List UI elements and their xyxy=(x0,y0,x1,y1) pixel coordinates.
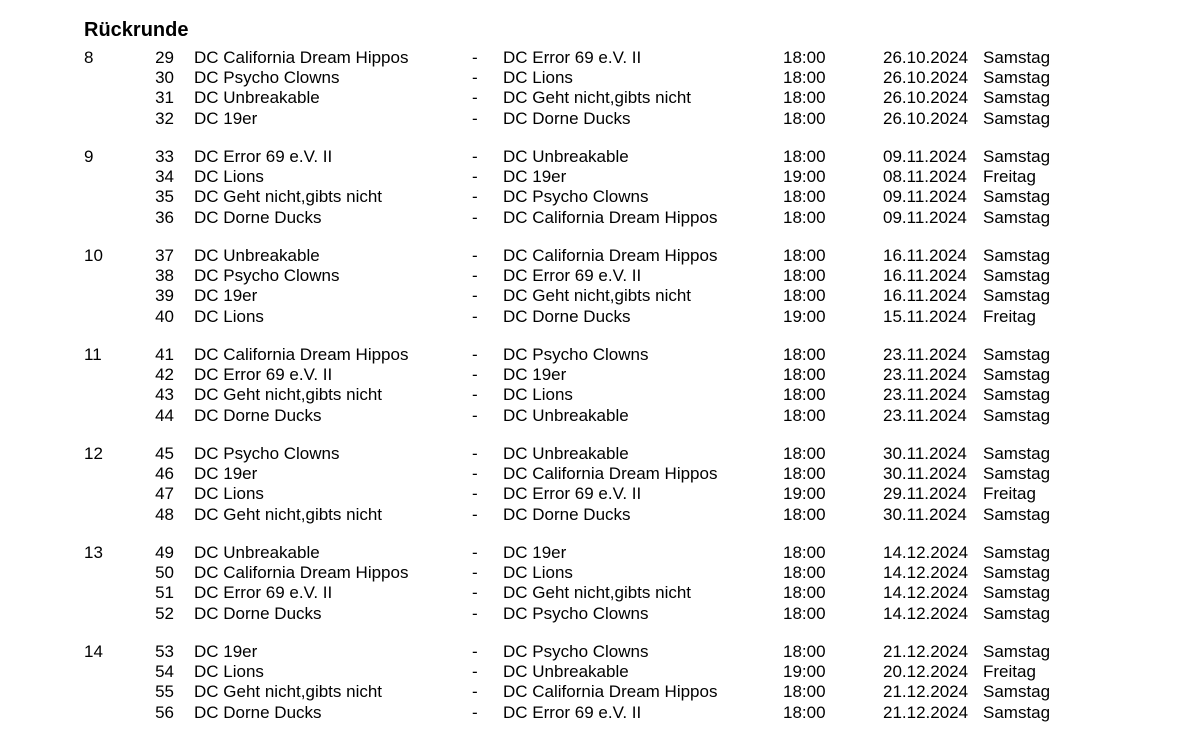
separator: - xyxy=(472,345,478,364)
match-weekday: Samstag xyxy=(983,365,1051,385)
away-team: DC California Dream Hippos xyxy=(503,246,718,265)
match-number: 41 xyxy=(155,345,174,364)
away-team: DC Psycho Clowns xyxy=(503,642,649,661)
match-date: 09.11.2024 xyxy=(883,147,967,166)
match-number: 52 xyxy=(155,603,174,623)
home-team: DC 19er xyxy=(194,642,258,661)
separator: - xyxy=(472,504,478,524)
separator: - xyxy=(472,286,478,306)
match-number: 30 xyxy=(155,68,174,88)
match-number: 31 xyxy=(155,88,174,108)
round-number: 8 xyxy=(84,48,94,67)
match-number: 54 xyxy=(155,662,174,682)
round-block xyxy=(0,543,1180,642)
match-weekday: Samstag xyxy=(983,246,1051,265)
separator: - xyxy=(472,187,478,207)
round-number: 11 xyxy=(84,345,102,364)
match-row xyxy=(0,385,1180,405)
match-date: 26.10.2024 xyxy=(883,88,969,108)
separator: - xyxy=(472,147,478,166)
home-team: DC Error 69 e.V. II xyxy=(194,365,333,385)
match-row xyxy=(0,604,1180,624)
round-block xyxy=(0,48,1180,147)
away-team: DC Psycho Clowns xyxy=(503,345,649,364)
match-row xyxy=(0,88,1180,108)
home-team: DC Geht nicht,gibts nicht xyxy=(194,504,383,524)
match-row xyxy=(0,147,1180,167)
match-number: 38 xyxy=(155,266,174,286)
match-date: 14.12.2024 xyxy=(883,583,969,603)
round-number: 12 xyxy=(84,444,103,463)
home-team: DC Lions xyxy=(194,484,264,504)
separator: - xyxy=(472,207,478,227)
separator: - xyxy=(472,167,478,187)
match-time: 18:00 xyxy=(783,702,826,722)
match-number: 47 xyxy=(155,484,174,504)
home-team: DC Lions xyxy=(194,306,264,326)
separator: - xyxy=(472,543,478,562)
away-team: DC Dorne Ducks xyxy=(503,504,631,524)
separator: - xyxy=(472,662,478,682)
separator: - xyxy=(472,365,478,385)
match-weekday: Samstag xyxy=(983,464,1051,484)
away-team: DC California Dream Hippos xyxy=(503,682,718,702)
match-date: 16.11.2024 xyxy=(883,266,967,286)
separator: - xyxy=(472,642,478,661)
home-team: DC Geht nicht,gibts nicht xyxy=(194,187,383,207)
match-row xyxy=(0,583,1180,603)
match-number: 50 xyxy=(155,563,174,583)
away-team: DC Dorne Ducks xyxy=(503,108,631,128)
match-weekday: Samstag xyxy=(983,702,1051,722)
match-date: 08.11.2024 xyxy=(883,167,967,187)
match-number: 46 xyxy=(155,464,174,484)
separator: - xyxy=(472,306,478,326)
match-date: 26.10.2024 xyxy=(883,108,969,128)
match-row xyxy=(0,464,1180,484)
match-number: 56 xyxy=(155,702,174,722)
match-row xyxy=(0,167,1180,187)
match-time: 19:00 xyxy=(783,484,826,504)
round-block xyxy=(0,444,1180,543)
match-date: 20.12.2024 xyxy=(883,662,969,682)
match-time: 18:00 xyxy=(783,187,826,207)
home-team: DC Unbreakable xyxy=(194,543,320,562)
separator: - xyxy=(472,385,478,405)
match-time: 19:00 xyxy=(783,662,826,682)
match-time: 18:00 xyxy=(783,464,826,484)
match-row xyxy=(0,484,1180,504)
match-time: 18:00 xyxy=(783,246,826,265)
match-number: 35 xyxy=(155,187,174,207)
match-number: 42 xyxy=(155,365,174,385)
match-weekday: Samstag xyxy=(983,583,1051,603)
match-date: 23.11.2024 xyxy=(883,365,967,385)
separator: - xyxy=(472,583,478,603)
match-number: 32 xyxy=(155,108,174,128)
match-weekday: Samstag xyxy=(983,286,1051,306)
match-row xyxy=(0,48,1180,68)
match-weekday: Samstag xyxy=(983,543,1051,562)
match-weekday: Freitag xyxy=(983,484,1036,504)
match-time: 18:00 xyxy=(783,68,826,88)
match-row xyxy=(0,246,1180,266)
match-number: 40 xyxy=(155,306,174,326)
separator: - xyxy=(472,246,478,265)
round-number: 13 xyxy=(84,543,103,562)
match-date: 15.11.2024 xyxy=(883,306,967,326)
match-number: 33 xyxy=(155,147,174,166)
match-weekday: Samstag xyxy=(983,88,1051,108)
match-row xyxy=(0,266,1180,286)
match-date: 16.11.2024 xyxy=(883,246,967,265)
away-team: DC Lions xyxy=(503,563,573,583)
match-weekday: Samstag xyxy=(983,405,1051,425)
separator: - xyxy=(472,444,478,463)
away-team: DC Unbreakable xyxy=(503,662,629,682)
match-time: 18:00 xyxy=(783,345,826,364)
round-number: 9 xyxy=(84,147,94,166)
away-team: DC 19er xyxy=(503,167,567,187)
home-team: DC Geht nicht,gibts nicht xyxy=(194,682,383,702)
match-row xyxy=(0,345,1180,365)
away-team: DC Dorne Ducks xyxy=(503,306,631,326)
match-weekday: Samstag xyxy=(983,603,1051,623)
home-team: DC California Dream Hippos xyxy=(194,48,409,67)
separator: - xyxy=(472,682,478,702)
home-team: DC Psycho Clowns xyxy=(194,444,340,463)
match-time: 18:00 xyxy=(783,207,826,227)
away-team: DC Geht nicht,gibts nicht xyxy=(503,286,692,306)
match-date: 26.10.2024 xyxy=(883,48,969,67)
match-weekday: Freitag xyxy=(983,167,1036,187)
match-row xyxy=(0,563,1180,583)
match-weekday: Samstag xyxy=(983,147,1051,166)
home-team: DC Error 69 e.V. II xyxy=(194,147,333,166)
home-team: DC Geht nicht,gibts nicht xyxy=(194,385,383,405)
away-team: DC California Dream Hippos xyxy=(503,207,718,227)
separator: - xyxy=(472,48,478,67)
home-team: DC Error 69 e.V. II xyxy=(194,583,333,603)
away-team: DC California Dream Hippos xyxy=(503,464,718,484)
match-weekday: Freitag xyxy=(983,662,1036,682)
match-time: 18:00 xyxy=(783,88,826,108)
match-number: 44 xyxy=(155,405,174,425)
round-block xyxy=(0,642,1180,741)
match-date: 29.11.2024 xyxy=(883,484,967,504)
schedule xyxy=(0,48,1180,741)
match-number: 43 xyxy=(155,385,174,405)
match-number: 36 xyxy=(155,207,174,227)
match-row xyxy=(0,662,1180,682)
home-team: DC 19er xyxy=(194,464,258,484)
match-number: 29 xyxy=(155,48,174,67)
match-number: 39 xyxy=(155,286,174,306)
match-time: 18:00 xyxy=(783,405,826,425)
home-team: DC California Dream Hippos xyxy=(194,345,409,364)
match-time: 18:00 xyxy=(783,563,826,583)
match-date: 14.12.2024 xyxy=(883,603,969,623)
match-weekday: Samstag xyxy=(983,68,1051,88)
match-date: 21.12.2024 xyxy=(883,702,969,722)
match-date: 26.10.2024 xyxy=(883,68,969,88)
match-date: 09.11.2024 xyxy=(883,187,967,207)
match-time: 18:00 xyxy=(783,108,826,128)
separator: - xyxy=(472,464,478,484)
match-time: 18:00 xyxy=(783,543,826,562)
match-row xyxy=(0,406,1180,426)
separator: - xyxy=(472,484,478,504)
match-time: 18:00 xyxy=(783,444,826,463)
home-team: DC Psycho Clowns xyxy=(194,68,340,88)
home-team: DC Dorne Ducks xyxy=(194,405,322,425)
away-team: DC 19er xyxy=(503,365,567,385)
away-team: DC 19er xyxy=(503,543,567,562)
match-row xyxy=(0,208,1180,228)
separator: - xyxy=(472,702,478,722)
match-time: 18:00 xyxy=(783,147,826,166)
match-weekday: Samstag xyxy=(983,48,1051,67)
away-team: DC Error 69 e.V. II xyxy=(503,48,642,67)
match-weekday: Samstag xyxy=(983,187,1051,207)
match-weekday: Freitag xyxy=(983,306,1036,326)
home-team: DC 19er xyxy=(194,286,258,306)
match-row xyxy=(0,109,1180,129)
match-number: 48 xyxy=(155,504,174,524)
away-team: DC Unbreakable xyxy=(503,405,629,425)
round-number: 14 xyxy=(84,642,103,661)
match-row xyxy=(0,444,1180,464)
match-time: 18:00 xyxy=(783,682,826,702)
separator: - xyxy=(472,266,478,286)
home-team: DC Dorne Ducks xyxy=(194,702,322,722)
round-number: 10 xyxy=(84,246,103,265)
match-row xyxy=(0,365,1180,385)
match-row xyxy=(0,187,1180,207)
match-date: 30.11.2024 xyxy=(883,444,967,463)
match-time: 18:00 xyxy=(783,266,826,286)
match-weekday: Samstag xyxy=(983,266,1051,286)
away-team: DC Error 69 e.V. II xyxy=(503,484,642,504)
separator: - xyxy=(472,68,478,88)
match-date: 21.12.2024 xyxy=(883,682,969,702)
match-weekday: Samstag xyxy=(983,504,1051,524)
round-block xyxy=(0,246,1180,345)
match-time: 19:00 xyxy=(783,306,826,326)
match-number: 49 xyxy=(155,543,174,562)
match-date: 14.12.2024 xyxy=(883,543,969,562)
match-number: 34 xyxy=(155,167,174,187)
separator: - xyxy=(472,603,478,623)
match-time: 18:00 xyxy=(783,504,826,524)
home-team: DC Lions xyxy=(194,167,264,187)
separator: - xyxy=(472,563,478,583)
match-date: 21.12.2024 xyxy=(883,642,969,661)
match-row xyxy=(0,642,1180,662)
match-weekday: Samstag xyxy=(983,385,1051,405)
home-team: DC Unbreakable xyxy=(194,88,320,108)
away-team: DC Error 69 e.V. II xyxy=(503,702,642,722)
home-team: DC Lions xyxy=(194,662,264,682)
match-weekday: Samstag xyxy=(983,563,1051,583)
match-weekday: Samstag xyxy=(983,642,1051,661)
separator: - xyxy=(472,405,478,425)
match-number: 45 xyxy=(155,444,174,463)
match-weekday: Samstag xyxy=(983,207,1051,227)
match-row xyxy=(0,307,1180,327)
away-team: DC Psycho Clowns xyxy=(503,603,649,623)
match-time: 18:00 xyxy=(783,286,826,306)
match-weekday: Samstag xyxy=(983,345,1051,364)
match-weekday: Samstag xyxy=(983,108,1051,128)
match-date: 30.11.2024 xyxy=(883,464,967,484)
match-date: 14.12.2024 xyxy=(883,563,969,583)
separator: - xyxy=(472,88,478,108)
match-time: 18:00 xyxy=(783,583,826,603)
home-team: DC Dorne Ducks xyxy=(194,603,322,623)
match-date: 23.11.2024 xyxy=(883,405,967,425)
match-date: 30.11.2024 xyxy=(883,504,967,524)
match-row xyxy=(0,682,1180,702)
match-time: 18:00 xyxy=(783,48,826,67)
match-row xyxy=(0,68,1180,88)
match-row xyxy=(0,703,1180,723)
away-team: DC Psycho Clowns xyxy=(503,187,649,207)
match-date: 09.11.2024 xyxy=(883,207,967,227)
match-row xyxy=(0,286,1180,306)
match-time: 19:00 xyxy=(783,167,826,187)
match-row xyxy=(0,505,1180,525)
page-title: Rückrunde xyxy=(84,19,189,41)
home-team: DC Unbreakable xyxy=(194,246,320,265)
match-weekday: Samstag xyxy=(983,444,1051,463)
home-team: DC 19er xyxy=(194,108,258,128)
match-date: 23.11.2024 xyxy=(883,385,967,405)
away-team: DC Geht nicht,gibts nicht xyxy=(503,88,692,108)
away-team: DC Geht nicht,gibts nicht xyxy=(503,583,692,603)
match-number: 53 xyxy=(155,642,174,661)
away-team: DC Lions xyxy=(503,385,573,405)
away-team: DC Unbreakable xyxy=(503,147,629,166)
match-row xyxy=(0,543,1180,563)
separator: - xyxy=(472,108,478,128)
match-time: 18:00 xyxy=(783,365,826,385)
away-team: DC Lions xyxy=(503,68,573,88)
match-number: 51 xyxy=(155,583,174,603)
round-block xyxy=(0,345,1180,444)
match-number: 55 xyxy=(155,682,174,702)
match-weekday: Samstag xyxy=(983,682,1051,702)
match-time: 18:00 xyxy=(783,603,826,623)
match-date: 23.11.2024 xyxy=(883,345,967,364)
match-number: 37 xyxy=(155,246,174,265)
match-time: 18:00 xyxy=(783,642,826,661)
away-team: DC Error 69 e.V. II xyxy=(503,266,642,286)
match-time: 18:00 xyxy=(783,385,826,405)
home-team: DC Dorne Ducks xyxy=(194,207,322,227)
home-team: DC Psycho Clowns xyxy=(194,266,340,286)
match-date: 16.11.2024 xyxy=(883,286,967,306)
round-block xyxy=(0,147,1180,246)
away-team: DC Unbreakable xyxy=(503,444,629,463)
home-team: DC California Dream Hippos xyxy=(194,563,409,583)
